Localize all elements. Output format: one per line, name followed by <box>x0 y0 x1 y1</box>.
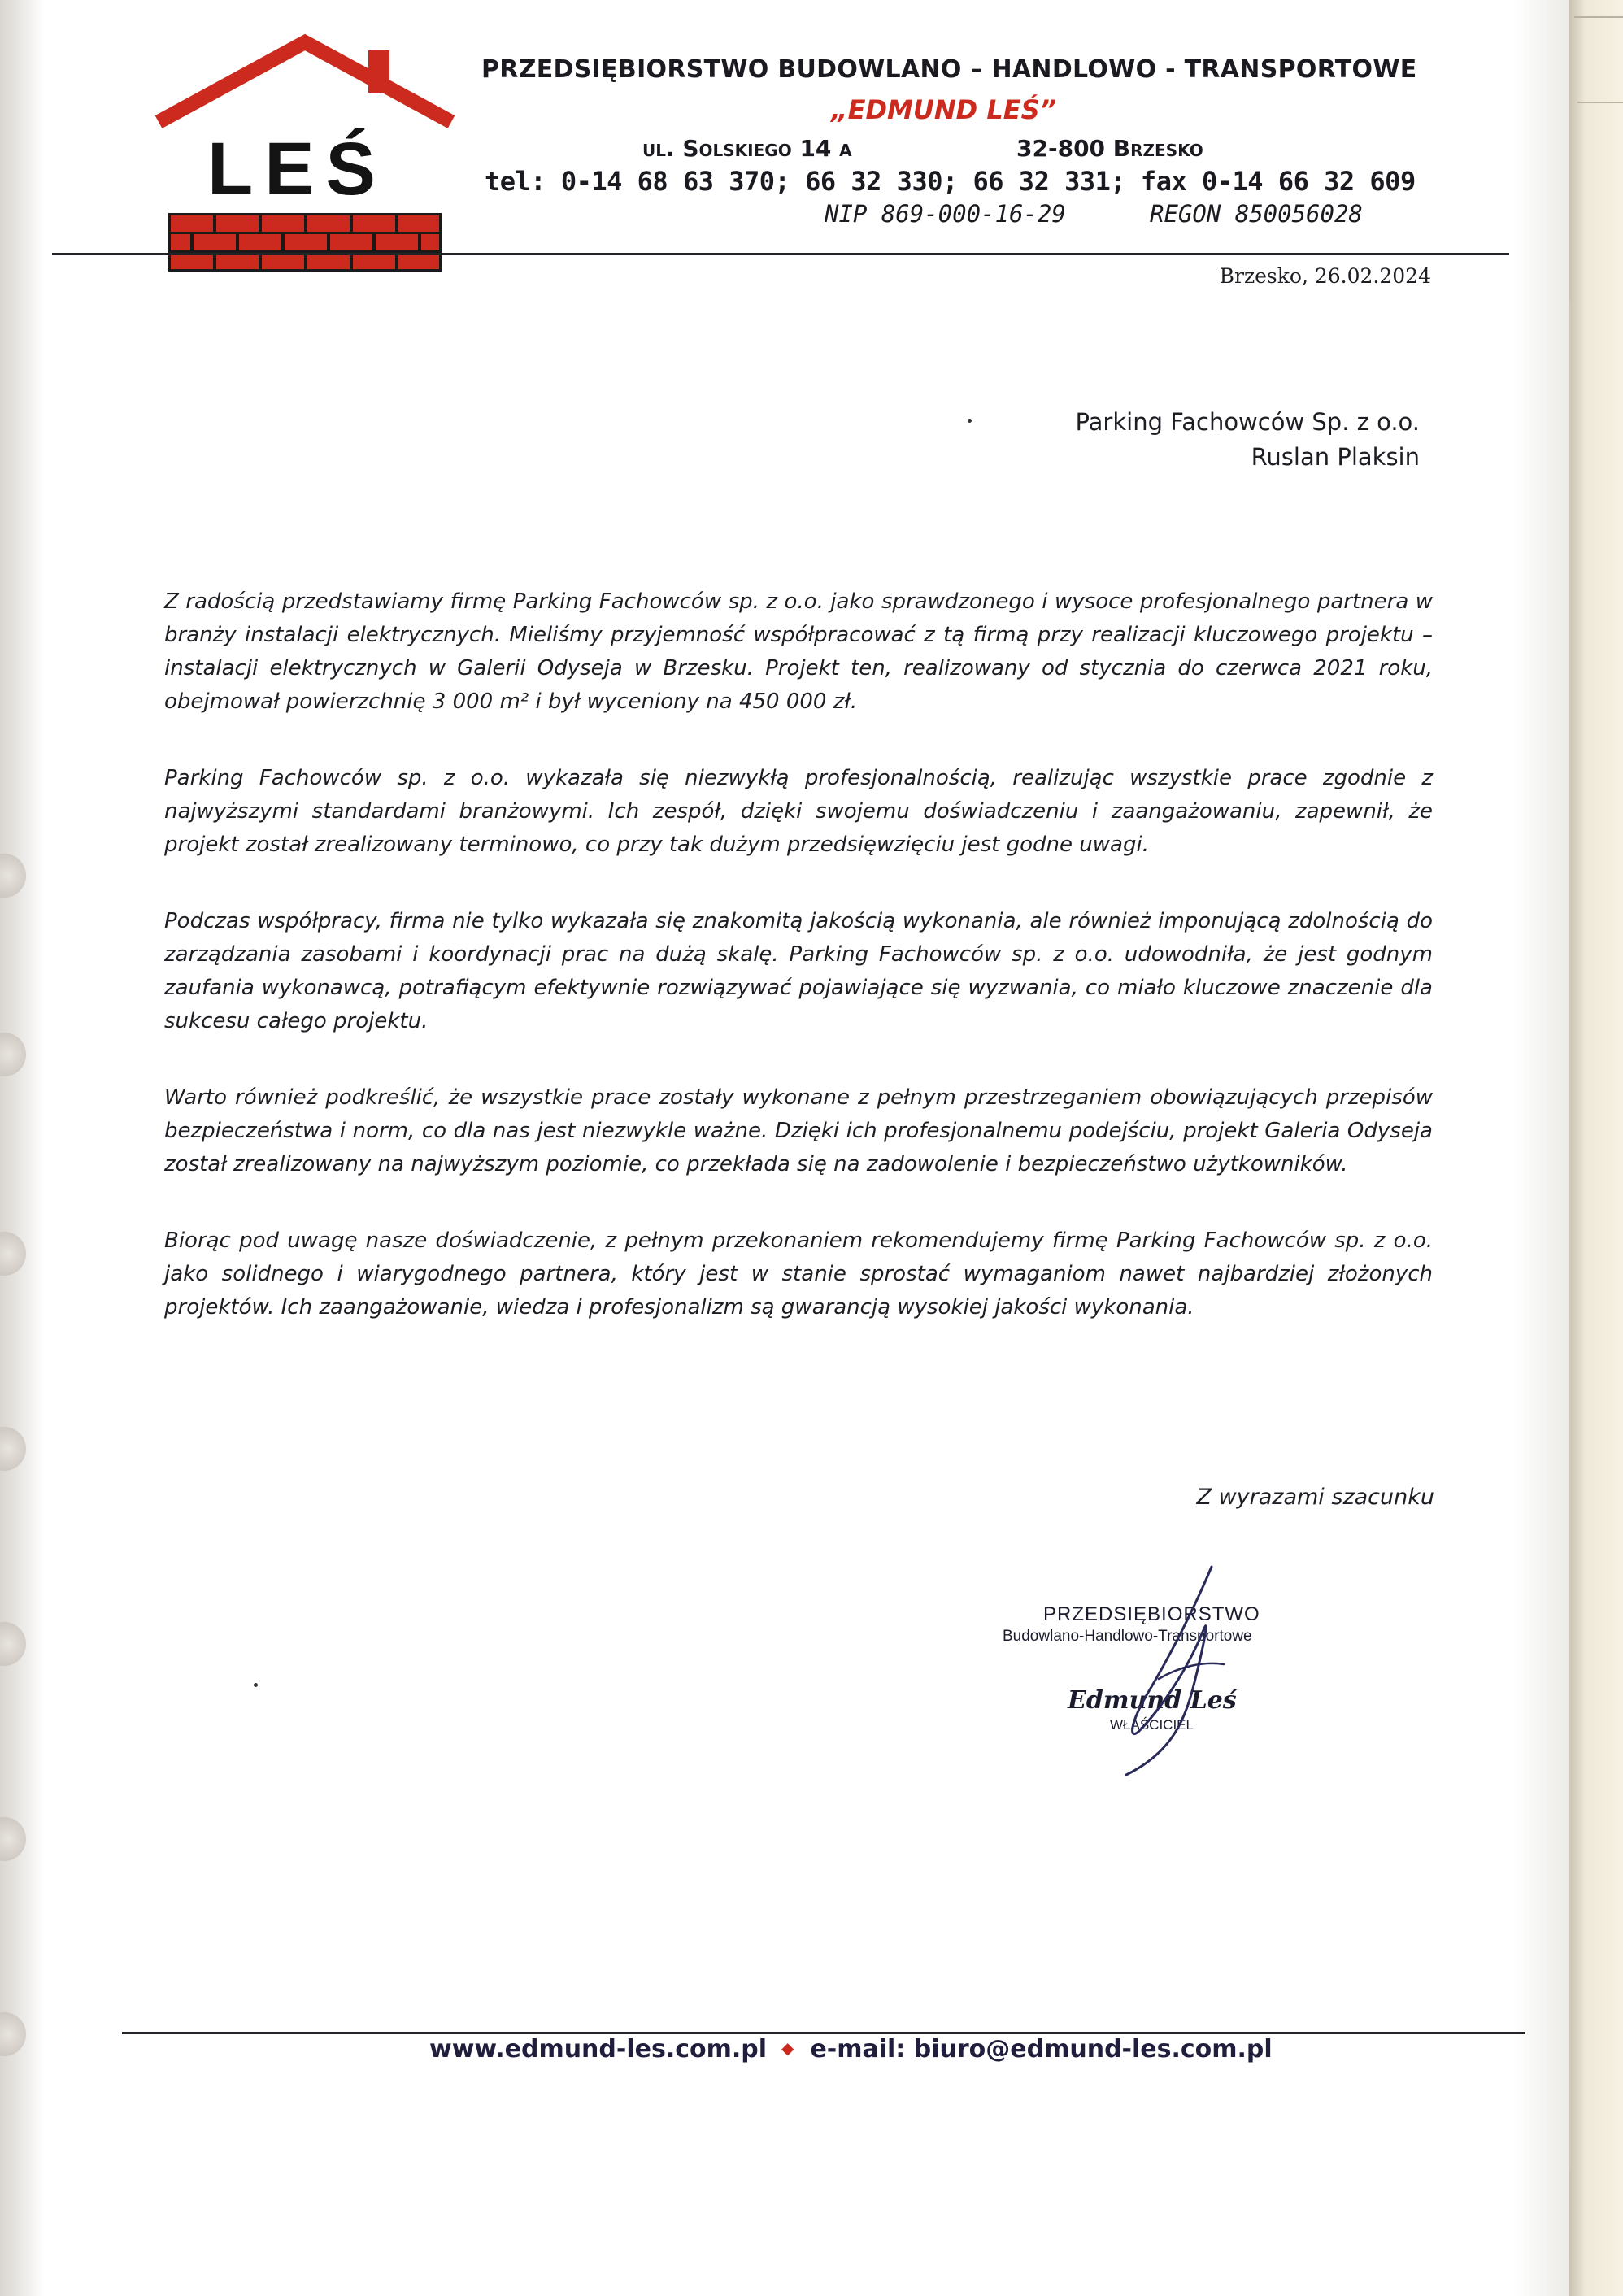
stamp-line: PRZEDSIĘBIORSTWO <box>1043 1603 1260 1625</box>
paragraph: Z radością przedstawiamy firmę Parking Fachowców sp. z o.o. jako sprawdzonego i wysoce profesjonalnego partnera w branży instalacji elektrycznych. Mieliśmy przyjemność współpracować z tą firmą przy realizacji kluczowego projektu – instalacji elektrycznych w Galerii Odyseja w Brzesku. Projekt ten, realizowany od stycznia do czerwca 2021 roku, obejmował powierzchnię 3 000 m² i był wyceniony na 450 000 zł. <box>164 589 1433 714</box>
letter-body <box>164 585 1433 1368</box>
phone-fax-line: tel: 0-14 68 63 370; 66 32 330; 66 32 331; fax 0-14 66 32 609 <box>485 166 1416 197</box>
letter-date: Brzesko, 26.02.2024 <box>1219 264 1431 288</box>
footer-contact <box>429 2035 1273 2063</box>
city-address: 32-800 Brzesko <box>1016 135 1203 162</box>
company-logo <box>150 33 459 244</box>
company-address <box>642 135 1317 162</box>
nip-number: NIP 869-000-16-29 <box>825 200 1066 228</box>
closing-salutation: Z wyrazami szacunku <box>1196 1485 1434 1510</box>
company-name: PRZEDSIĘBIORSTWO BUDOWLANO – HANDLOWO - TRANSPORTOWE <box>481 55 1417 84</box>
stamp-line: Budowlano-Handlowo-Transportowe <box>1003 1628 1252 1645</box>
underlying-page-edge <box>1569 0 1623 2296</box>
paragraph: Biorąc pod uwagę nasze doświadczenie, z pełnym przekonaniem rekomendujemy firmę Parking Fachowców sp. z o.o. jako solidnego i wiarygodnego partnera, który jest w stanie sprostać wymaganiom nawet najbardziej złożonych projektów. Ich zaangażowanie, wiedza i profesjonalizm są gwarancją wysokiej jakości wykonania. <box>164 1228 1433 1320</box>
diamond-separator-icon: ◆ <box>781 2038 794 2058</box>
handwritten-signature <box>1081 1557 1277 1785</box>
recipient-company: Parking Fachowców Sp. z o.o. <box>1075 408 1420 436</box>
brick-wall-icon <box>168 213 442 272</box>
stamp-owner-name: Edmund Leś <box>1068 1686 1237 1715</box>
company-owner-name: „EDMUND LEŚ” <box>831 94 1057 125</box>
street-address: ul. Solskiego 14 a <box>642 135 852 162</box>
scan-speck <box>254 1683 258 1687</box>
house-roof-icon <box>150 33 459 138</box>
stamp-title: WŁAŚCICIEL <box>1110 1717 1194 1733</box>
regon-number: REGON 850056028 <box>1150 200 1363 228</box>
footer-email: e-mail: biuro@edmund-les.com.pl <box>810 2035 1273 2063</box>
paragraph: Podczas współpracy, firma nie tylko wykazała się znakomitą jakością wykonania, ale również imponującą zdolnością do zarządzania zasobami i koordynacji prac na dużą skalę. Parking Fachowców sp. z o.o. udowodniła, że jest godnym zaufania wykonawcą, potrafiącym efektywnie rozwiązywać pojawiające się wyzwania, co miało kluczowe znaczenie dla sukcesu całego projektu. <box>164 909 1433 1033</box>
scan-speck <box>968 419 972 423</box>
company-ids <box>825 200 1363 228</box>
header-divider <box>52 253 1509 255</box>
footer-website: www.edmund-les.com.pl <box>429 2035 768 2063</box>
logo-lettering: LEŚ <box>207 128 387 211</box>
recipient-person: Ruslan Plaksin <box>1251 443 1420 471</box>
paragraph: Warto również podkreślić, że wszystkie prace zostały wykonane z pełnym przestrzeganiem obowiązujących przepisów bezpieczeństwa i norm, co dla nas jest niezwykle ważne. Dzięki ich profesjonalnemu podejściu, projekt Galeria Odyseja został zrealizowany na najwyższym poziomie, co przekłada się na zadowolenie i bezpieczeństwo użytkowników. <box>164 1085 1433 1176</box>
footer-divider <box>122 2032 1525 2034</box>
recipient-block <box>1075 405 1420 475</box>
paragraph: Parking Fachowców sp. z o.o. wykazała się niezwykłą profesjonalnością, realizując wszystkie prace zgodnie z najwyższymi standardami branżowymi. Ich zespół, dzięki swojemu doświadczeniu i zaangażowaniu, zapewnił, że projekt został zrealizowany terminowo, co przy tak dużym przedsięwzięciu jest godne uwagi. <box>164 766 1433 857</box>
